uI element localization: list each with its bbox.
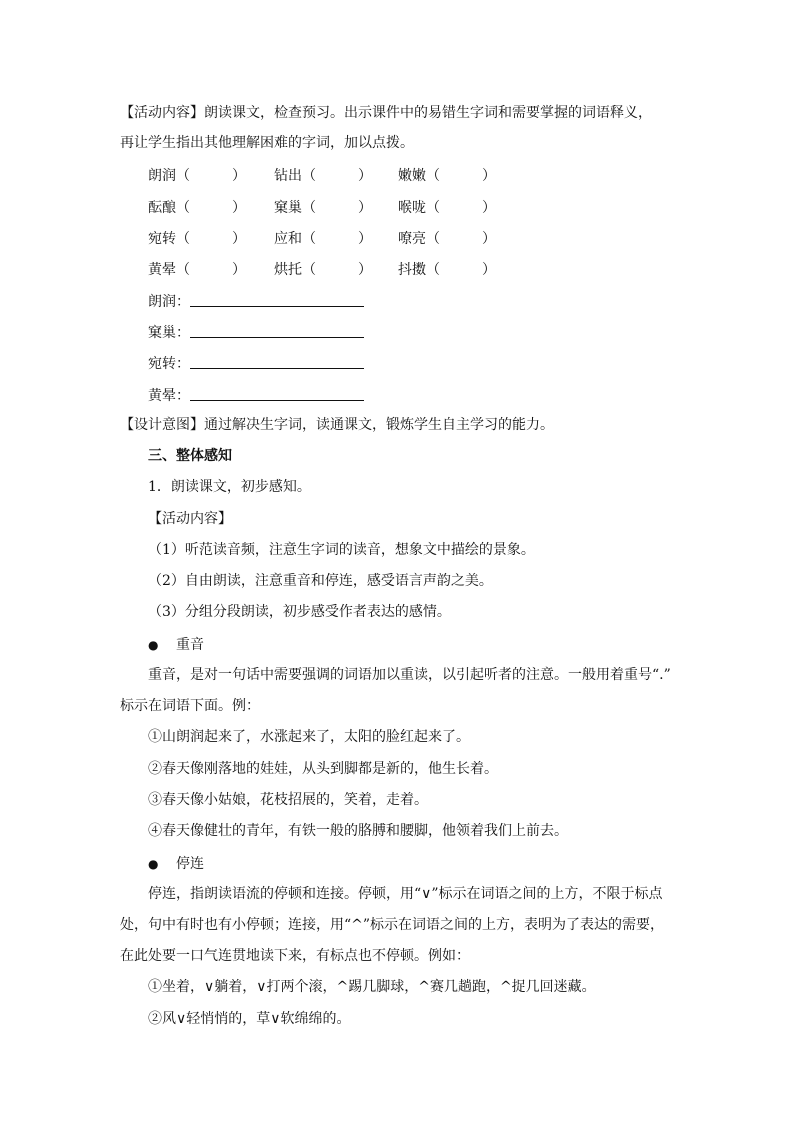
stress-example: ①山朗润起来了，水涨起来了，太阳的脸红起来了。 bbox=[148, 729, 470, 745]
stress-example: ④春天像健壮的青年，有铁一般的胳膊和腰脚，他领着我们上前去。 bbox=[148, 823, 568, 839]
definition-label: 宛转： bbox=[148, 356, 190, 372]
activity-item: （3）分组分段朗读，初步感受作者表达的感情。 bbox=[148, 604, 451, 620]
pinyin-cell: 喉咙（ ） bbox=[398, 200, 496, 216]
pinyin-cell: 烘托（ ） bbox=[274, 262, 372, 278]
pause-heading-row bbox=[148, 853, 204, 873]
design-intent: 【设计意图】通过解决生字词，读通课文，锻炼学生自主学习的能力。 bbox=[120, 417, 554, 433]
pinyin-cell: 酝酿（ ） bbox=[148, 200, 246, 216]
answer-blank-line bbox=[190, 306, 364, 307]
definition-label: 朗润： bbox=[148, 294, 190, 310]
pause-desc-line1: 停连，指朗读语流的停顿和连接。停顿，用“∨”标示在词语之间的上方，不限于标点 bbox=[148, 886, 663, 902]
pinyin-cell: 嘹亮（ ） bbox=[398, 231, 496, 247]
stress-example: ③春天像小姑娘，花枝招展的，笑着，走着。 bbox=[148, 792, 428, 808]
activity-label: 【活动内容】 bbox=[148, 511, 232, 527]
stress-desc-line1: 重音，是对一句话中需要强调的词语加以重读，以引起听者的注意。一般用着重号“.” bbox=[148, 667, 671, 683]
pinyin-cell: 嫩嫩（ ） bbox=[398, 168, 496, 184]
activity-intro-line1: 【活动内容】朗读课文，检查预习。出示课件中的易错生字词和需要掌握的词语释义， bbox=[120, 105, 652, 121]
activity-item: （1）听范读音频，注意生字词的读音，想象文中描绘的景象。 bbox=[148, 542, 535, 558]
pause-example: ②风∨轻悄悄的，草∨软绵绵的。 bbox=[148, 1011, 351, 1027]
pinyin-cell: 宛转（ ） bbox=[148, 231, 246, 247]
definition-row bbox=[148, 291, 190, 311]
pause-desc-line3: 在此处要一口气连贯地读下来，有标点也不停顿。例如： bbox=[120, 948, 470, 964]
bullet-dot: ● bbox=[148, 638, 159, 652]
pinyin-cell: 窠巢（ ） bbox=[274, 200, 372, 216]
answer-blank-line bbox=[190, 368, 364, 369]
pinyin-cell: 钻出（ ） bbox=[274, 168, 372, 184]
pinyin-cell: 黄晕（ ） bbox=[148, 262, 246, 278]
stress-heading-row bbox=[148, 634, 204, 654]
definition-row bbox=[148, 322, 190, 342]
section-title: 三、整体感知 bbox=[148, 448, 232, 464]
activity-intro-line2: 再让学生指出其他理解困难的字词，加以点拨。 bbox=[120, 135, 414, 151]
stress-heading: 重音 bbox=[176, 637, 204, 653]
pinyin-cell: 朗润（ ） bbox=[148, 168, 246, 184]
stress-desc-line2: 标示在词语下面。例： bbox=[120, 698, 260, 714]
pause-heading: 停连 bbox=[176, 856, 204, 872]
pinyin-cell: 抖擞（ ） bbox=[398, 262, 496, 278]
stress-example: ②春天像刚落地的娃娃，从头到脚都是新的，他生长着。 bbox=[148, 761, 498, 777]
definition-label: 黄晕： bbox=[148, 388, 190, 404]
pause-desc-line2: 处，句中有时也有小停顿；连接，用“^”标示在词语之间的上方，表明为了表达的需要， bbox=[120, 917, 665, 933]
answer-blank-line bbox=[190, 400, 364, 401]
definition-row bbox=[148, 353, 190, 373]
bullet-dot: ● bbox=[148, 857, 159, 871]
pause-example: ①坐着，∨躺着，∨打两个滚，^踢几脚球，^赛几趟跑，^捉几回迷藏。 bbox=[148, 979, 596, 995]
step-heading: 1．朗读课文，初步感知。 bbox=[148, 479, 311, 495]
pinyin-cell: 应和（ ） bbox=[274, 231, 372, 247]
definition-label: 窠巢： bbox=[148, 325, 190, 341]
definition-row bbox=[148, 385, 190, 405]
activity-item: （2）自由朗读，注意重音和停连，感受语言声韵之美。 bbox=[148, 573, 493, 589]
answer-blank-line bbox=[190, 337, 364, 338]
